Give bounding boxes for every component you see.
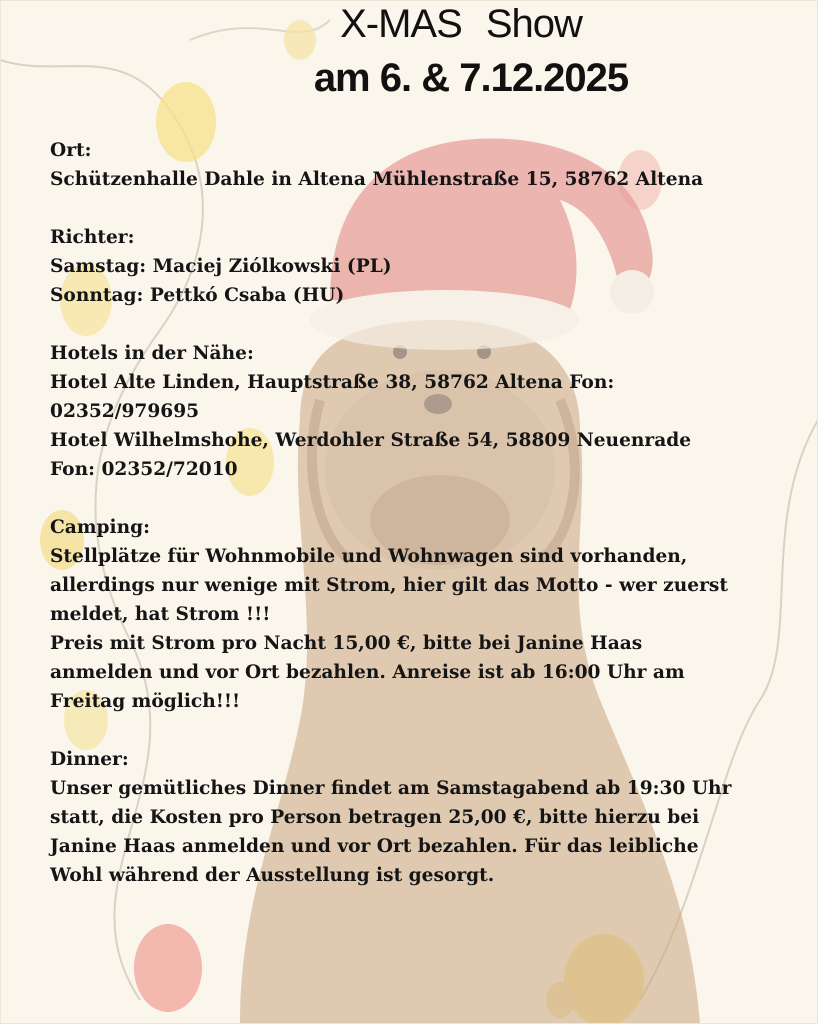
dinner-line-1: Unser gemütliches Dinner findet am Samstagabend ab 19:30 Uhr — [50, 778, 732, 799]
camping-line-1: Stellplätze für Wohnmobile und Wohnwagen sind vorhanden, — [50, 546, 688, 567]
section-heading-camping: Camping: — [50, 517, 150, 538]
section-heading-dinner: Dinner: — [50, 749, 129, 770]
camping-line-6: Freitag möglich!!! — [50, 691, 241, 712]
hotel-1-line-2: 02352/979695 — [50, 401, 200, 422]
section-heading-ort: Ort: — [50, 140, 92, 161]
event-date: am 6. & 7.12.2025 — [313, 56, 629, 100]
hotel-2-line-1: Hotel Wilhelmshohe, Werdohler Straße 54, 58809 Neuenrade — [50, 430, 692, 451]
flyer-content — [50, 136, 790, 890]
hotel-1-line-1: Hotel Alte Linden, Hauptstraße 38, 58762 Altena Fon: — [50, 372, 615, 393]
section-heading-hotels: Hotels in der Nähe: — [50, 343, 254, 364]
section-heading-richter: Richter: — [50, 227, 135, 248]
camping-line-4: Preis mit Strom pro Nacht 15,00 €, bitte bei Janine Haas — [50, 633, 643, 654]
judge-saturday: Samstag: Maciej Ziólkowski (PL) — [50, 256, 392, 277]
event-title: X-MAS Show — [340, 2, 582, 46]
venue-address: Schützenhalle Dahle in Altena Mühlenstraße 15, 58762 Altena — [50, 169, 704, 190]
dinner-line-4: Wohl während der Ausstellung ist gesorgt. — [50, 865, 495, 886]
hotel-2-line-2: Fon: 02352/72010 — [50, 459, 238, 480]
camping-line-3: meldet, hat Strom !!! — [50, 604, 271, 625]
judge-sunday: Sonntag: Pettkó Csaba (HU) — [50, 285, 345, 306]
dinner-line-2: statt, die Kosten pro Person betragen 25,00 €, bitte hierzu bei — [50, 807, 700, 828]
dinner-line-3: Janine Haas anmelden und vor Ort bezahlen. Für das leibliche — [50, 836, 699, 857]
camping-line-2: allerdings nur wenige mit Strom, hier gilt das Motto - wer zuerst — [50, 575, 728, 596]
camping-line-5: anmelden und vor Ort bezahlen. Anreise ist ab 16:00 Uhr am — [50, 662, 685, 683]
